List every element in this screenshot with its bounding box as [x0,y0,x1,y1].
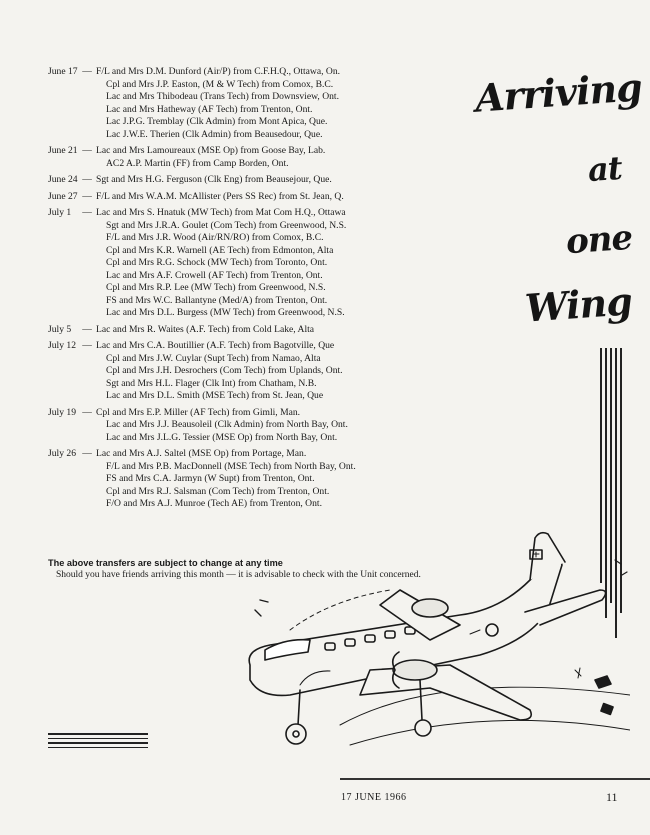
arrival-entry: Cpl and Mrs E.P. Miller (AF Tech) from Gimli, Man. [96,406,301,418]
arrival-entry: Cpl and Mrs J.P. Easton, (M & W Tech) from Comox, B.C. [106,78,334,90]
arrival-entry: FS and Mrs W.C. Ballantyne (Med/A) from Trenton, Ont. [106,294,328,306]
arrival-entry: Lac and Mrs S. Hnatuk (MW Tech) from Mat Com H.Q., Ottawa [96,207,346,218]
arrival-group [48,324,443,337]
arrival-date: June 27 [48,190,78,202]
arrival-date: July 12 [48,340,76,351]
arrival-entry: Lac and Mrs Thibodeau (Trans Tech) from Downsview, Ont. [106,91,339,102]
arrival-entry: Lac and Mrs C.A. Boutillier (A.F. Tech) from Bagotville, Que [96,340,335,351]
arrival-entry: Lac J.P.G. Tremblay (Clk Admin) from Mont Apica, Que. [106,116,328,127]
dash-separator: — [82,448,92,459]
arrival-group [48,191,443,204]
dash-separator: — [82,145,92,156]
arrival-date: June 17 [48,66,78,77]
dash-separator: — [82,207,92,218]
arrival-date: June 21 [48,145,78,156]
cartoon-aircraft-icon [230,520,630,765]
heading-one: one [564,217,634,263]
dash-separator: — [82,190,92,202]
heading-arriving: Arriving [473,64,644,121]
arrival-group [48,174,443,187]
arrival-group [48,340,443,403]
arrival-entry: Lac and Mrs R. Waites (A.F. Tech) from Cold Lake, Alta [96,323,315,335]
arrival-group [48,66,443,141]
arrival-date: July 26 [48,448,76,459]
dash-separator: — [82,174,92,185]
arrival-entry: Sgt and Mrs J.R.A. Goulet (Com Tech) from Greenwood, N.S. [106,219,347,231]
arrival-entry: F/O and Mrs A.J. Munroe (Tech AE) from Trenton, Ont. [106,498,322,509]
arrival-entry: Lac and Mrs Hatheway (AF Tech) from Trenton, Ont. [106,103,313,115]
arrival-entry: Sgt and Mrs H.G. Ferguson (Clk Eng) from Beausejour, Que. [96,174,332,185]
heading-at: at [587,148,624,190]
arrival-date: July 5 [48,323,72,335]
arrival-date: July 1 [48,207,72,218]
arrival-entry: Lac and Mrs A.F. Crowell (AF Tech) from Trenton, Ont. [106,269,323,281]
arrival-date: July 19 [48,406,76,418]
arrival-entry: F/L and Mrs P.B. MacDonnell (MSE Tech) from North Bay, Ont. [106,460,356,472]
arrival-entry: Sgt and Mrs H.L. Flager (Clk Int) from Chatham, N.B. [106,377,317,389]
arrival-entry: Cpl and Mrs R.G. Schock (MW Tech) from Toronto, Ont. [106,257,328,268]
arrival-entry: Cpl and Mrs J.W. Cuylar (Supt Tech) from Namao, Alta [106,352,321,364]
arrival-entry: AC2 A.P. Martin (FF) from Camp Borden, Ont. [106,157,289,169]
arrival-entry: Lac J.W.E. Therien (Clk Admin) from Beausedour, Que. [106,128,323,140]
arrival-entry: F/L and Mrs W.A.M. McAllister (Pers SS Rec) from St. Jean, Q. [96,190,344,202]
arrival-group [48,407,443,445]
arrival-entry: Cpl and Mrs R.P. Lee (MW Tech) from Greenwood, N.S. [106,282,326,293]
notice-body: Should you have friends arriving this month — it is advisable to check with the Unit concerned. [56,569,421,580]
dash-separator: — [82,66,92,77]
heading-wing: Wing [523,278,634,331]
arrival-entry: Cpl and Mrs J.H. Desrochers (Com Tech) from Uplands, Ont. [106,365,343,376]
arrivals-list [48,66,443,515]
page-number: 11 [606,790,618,804]
arrival-group [48,207,443,320]
dash-separator: — [82,340,92,351]
arrival-group [48,145,443,170]
notice-title: The above transfers are subject to change at any time [48,558,283,568]
decorative-lines [48,733,148,751]
arrival-entry: FS and Mrs C.A. Jarmyn (W Supt) from Trenton, Ont. [106,473,315,484]
dash-separator: — [82,323,92,335]
arrival-date: June 24 [48,174,78,185]
arrival-entry: Lac and Mrs Lamoureaux (MSE Op) from Goose Bay, Lab. [96,145,326,156]
issue-date: 17 JUNE 1966 [341,792,407,803]
footer-rule [340,778,650,780]
arrival-entry: Lac and Mrs D.L. Smith (MSE Tech) from St. Jean, Que [106,390,324,401]
dash-separator: — [82,406,92,418]
arrival-entry: F/L and Mrs J.R. Wood (Air/RN/RO) from Comox, B.C. [106,232,324,243]
arrival-group [48,448,443,511]
arrival-entry: Lac and Mrs J.J. Beausoleil (Clk Admin) from North Bay, Ont. [106,419,348,430]
arrival-entry: Lac and Mrs A.J. Saltel (MSE Op) from Portage, Man. [96,448,307,459]
arrival-entry: Cpl and Mrs R.J. Salsman (Com Tech) from Trenton, Ont. [106,485,330,497]
arrival-entry: Lac and Mrs D.L. Burgess (MW Tech) from Greenwood, N.S. [106,307,345,318]
arrival-entry: F/L and Mrs D.M. Dunford (Air/P) from C.F.H.Q., Ottawa, On. [96,66,341,77]
arrival-entry: Cpl and Mrs K.R. Warnell (AE Tech) from Edmonton, Alta [106,244,334,256]
arrival-entry: Lac and Mrs J.L.G. Tessier (MSE Op) from North Bay, Ont. [106,431,338,443]
